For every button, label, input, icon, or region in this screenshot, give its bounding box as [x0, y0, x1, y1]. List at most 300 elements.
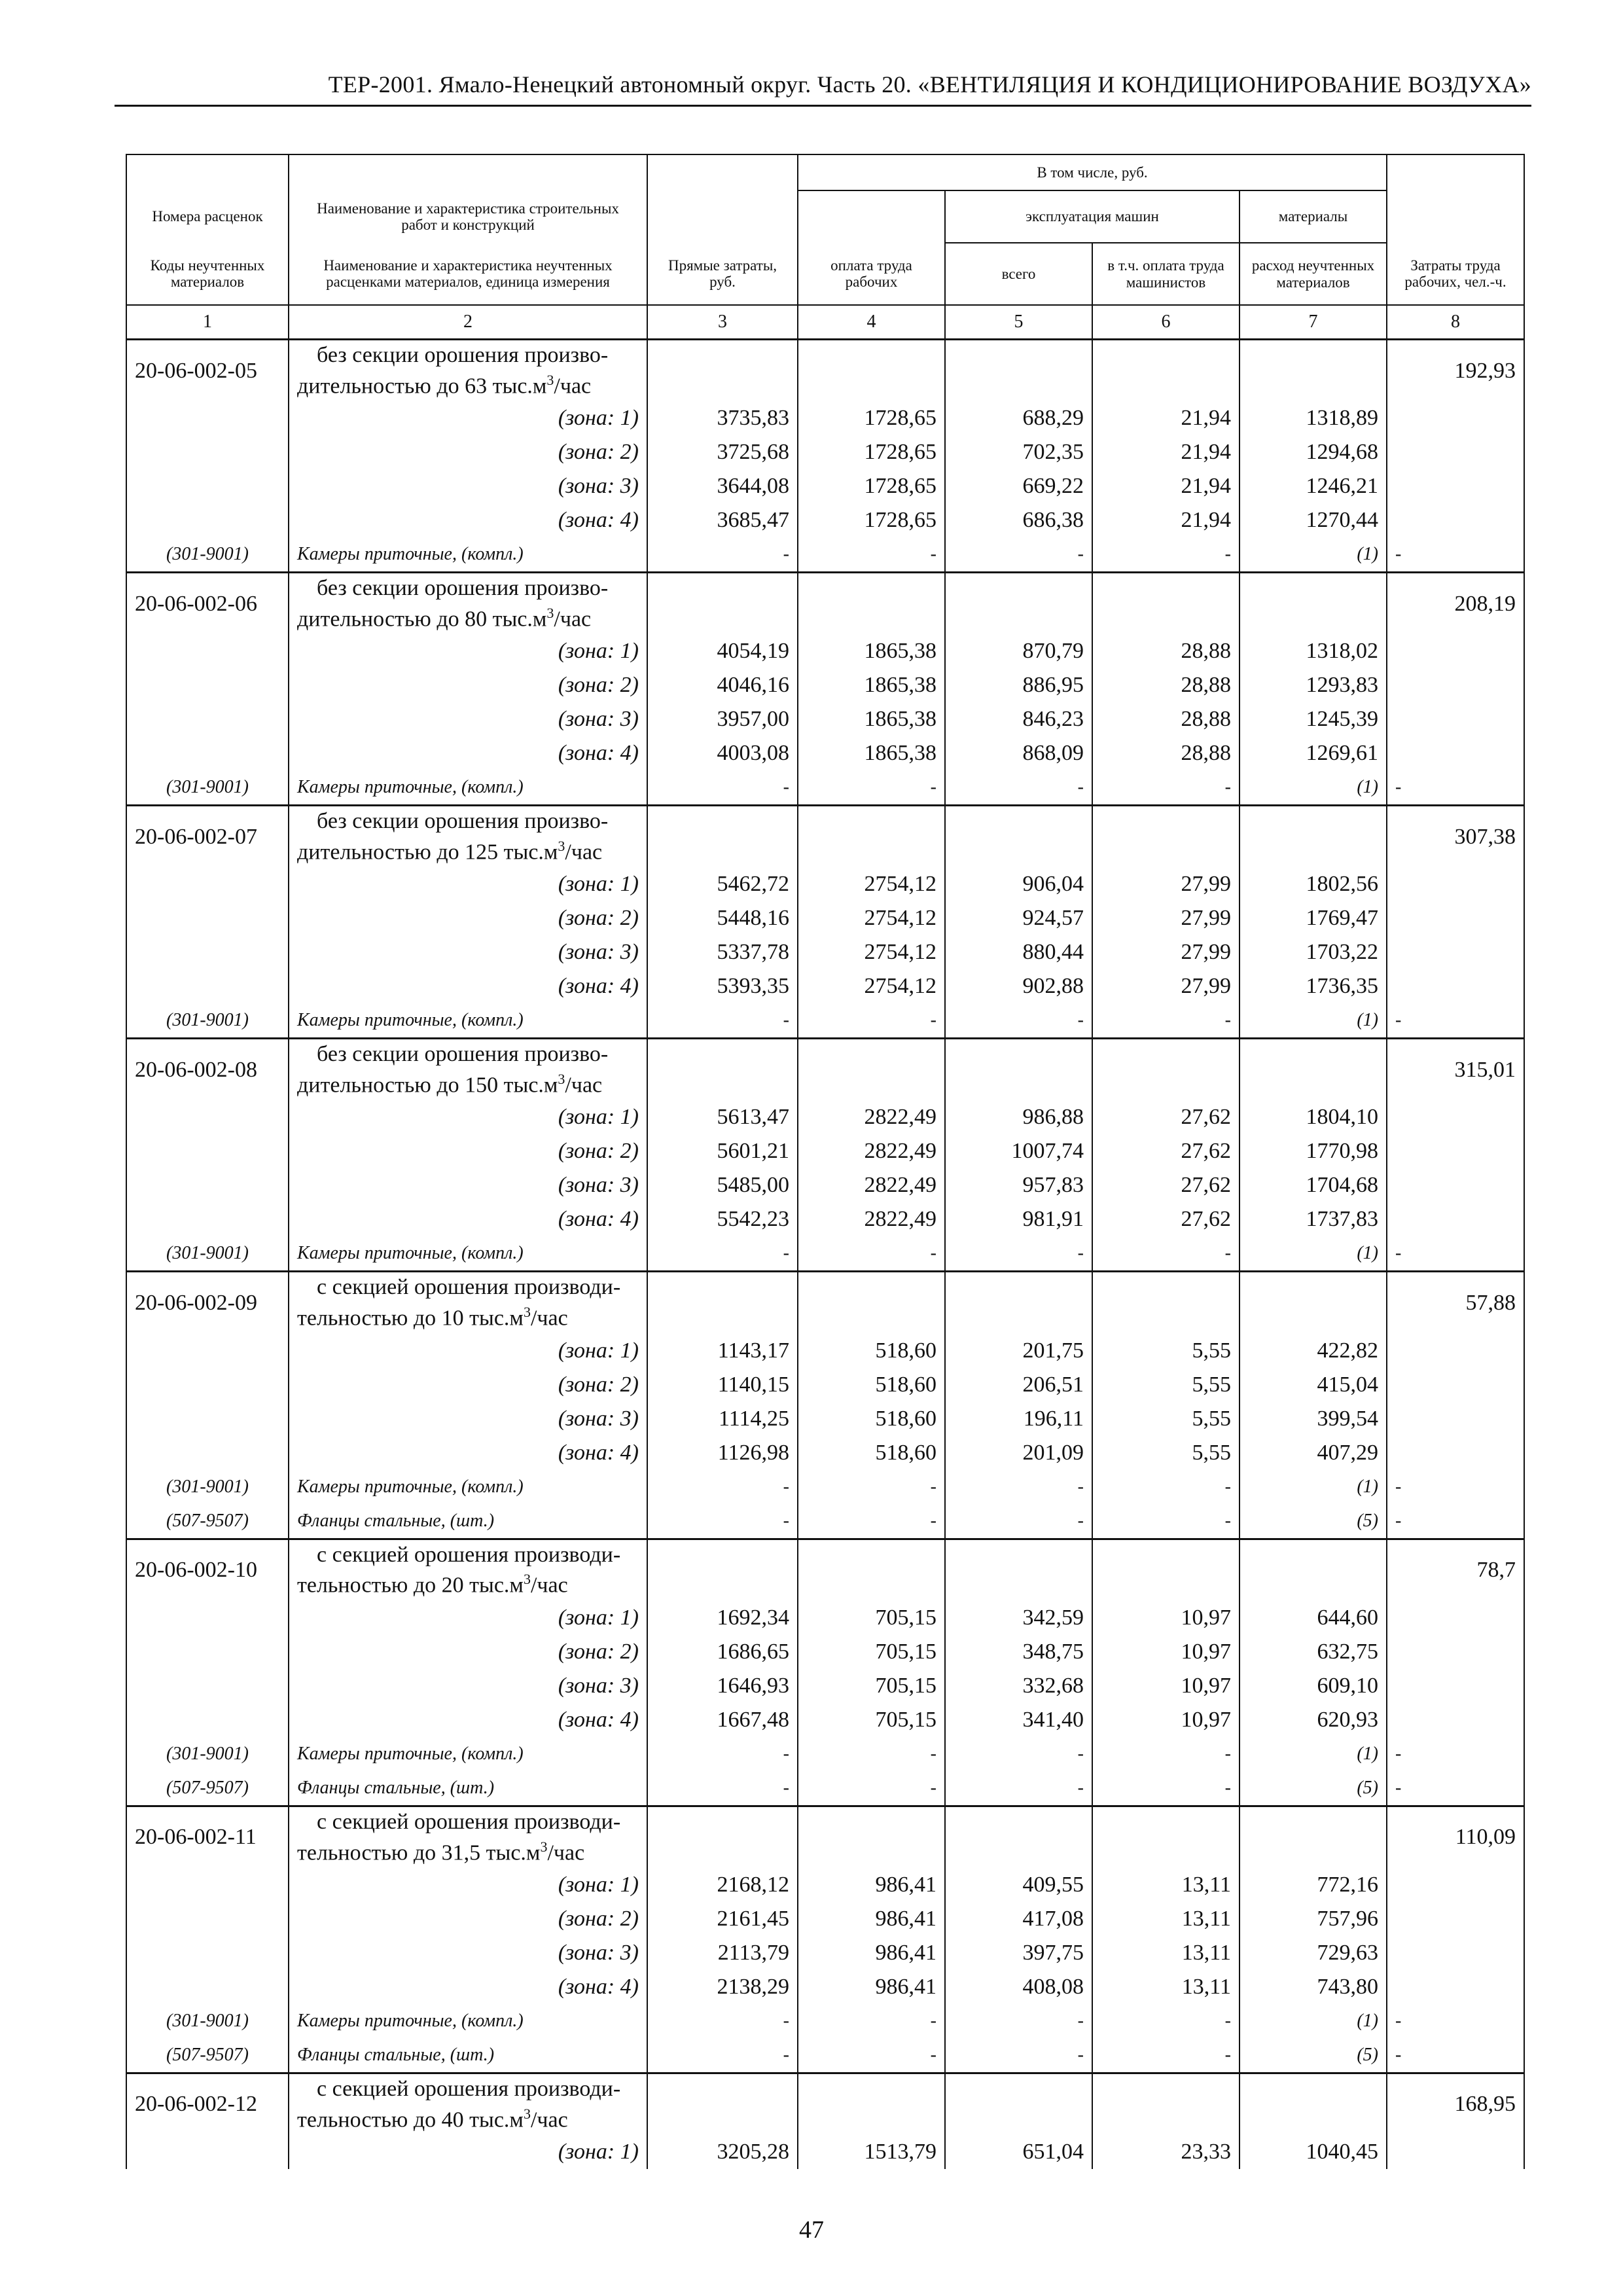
- rate-title-row: [126, 1039, 1524, 1101]
- material-row: [126, 1236, 1524, 1272]
- wages-cost: 705,15: [798, 1635, 945, 1669]
- empty-cell: [126, 935, 289, 969]
- operators-cost: 28,88: [1092, 634, 1240, 668]
- empty-cell: [798, 1039, 945, 1101]
- header-machines-label: эксплуатация машин: [945, 190, 1240, 243]
- header-col2-bottom: Наименование и характеристика неучтенных расценками материалов, единица измерения: [289, 243, 647, 305]
- column-number: 2: [289, 305, 647, 340]
- material-quantity: (5): [1240, 2038, 1387, 2073]
- dash-cell: -: [945, 1771, 1092, 1806]
- direct-cost: 3725,68: [647, 435, 798, 469]
- material-quantity: (1): [1240, 1236, 1387, 1272]
- operators-cost: 21,94: [1092, 469, 1240, 503]
- materials-cost: 757,96: [1240, 1902, 1387, 1936]
- zone-row: [126, 1134, 1524, 1168]
- material-name: Камеры приточные, (компл.): [289, 770, 647, 806]
- rate-title-unit: /час: [530, 2107, 568, 2132]
- empty-cell: [1092, 2073, 1240, 2135]
- zone-label: (зона: 3): [289, 935, 647, 969]
- dash-cell: -: [798, 537, 945, 573]
- empty-cell: [126, 1868, 289, 1902]
- table-header: [126, 154, 1524, 340]
- empty-cell: [126, 1635, 289, 1669]
- machines-cost: 408,08: [945, 1970, 1092, 2004]
- empty-cell: [945, 1539, 1092, 1601]
- zone-label: (зона: 2): [289, 1368, 647, 1402]
- wages-cost: 986,41: [798, 1902, 945, 1936]
- materials-cost: 632,75: [1240, 1635, 1387, 1669]
- empty-cell: [126, 1334, 289, 1368]
- dash-cell: -: [945, 770, 1092, 806]
- page-number: 47: [799, 2216, 824, 2244]
- material-code: (301-9001): [126, 770, 289, 806]
- zone-row: [126, 2135, 1524, 2169]
- rate-title: [289, 1806, 647, 1868]
- empty-cell: [1092, 573, 1240, 635]
- empty-cell: [1240, 573, 1387, 635]
- zone-label: (зона: 3): [289, 1402, 647, 1436]
- empty-cell: [798, 340, 945, 402]
- empty-cell: [1092, 1272, 1240, 1334]
- empty-cell: [1387, 503, 1524, 537]
- materials-cost: 1704,68: [1240, 1168, 1387, 1202]
- materials-cost: 1770,98: [1240, 1134, 1387, 1168]
- header-col6: в т.ч. оплата труда машинистов: [1092, 243, 1240, 305]
- material-name: Камеры приточные, (компл.): [289, 1470, 647, 1504]
- operators-cost: 13,11: [1092, 1970, 1240, 2004]
- header-rule: [115, 105, 1531, 107]
- empty-cell: [647, 1806, 798, 1868]
- column-number: 3: [647, 305, 798, 340]
- materials-cost: 1270,44: [1240, 503, 1387, 537]
- wages-cost: 2822,49: [798, 1100, 945, 1134]
- empty-cell: [126, 1402, 289, 1436]
- rate-code: 20-06-002-08: [126, 1039, 289, 1101]
- direct-cost: 3685,47: [647, 503, 798, 537]
- wages-cost: 518,60: [798, 1368, 945, 1402]
- zone-label: (зона: 3): [289, 1669, 647, 1703]
- empty-cell: [126, 736, 289, 770]
- dash-cell: -: [647, 2004, 798, 2038]
- empty-cell: [647, 806, 798, 868]
- empty-cell: [126, 634, 289, 668]
- direct-cost: 4046,16: [647, 668, 798, 702]
- machines-cost: 986,88: [945, 1100, 1092, 1134]
- operators-cost: 27,99: [1092, 901, 1240, 935]
- direct-cost: 5601,21: [647, 1134, 798, 1168]
- zone-label: (зона: 3): [289, 1936, 647, 1970]
- operators-cost: 28,88: [1092, 702, 1240, 736]
- zone-label: (зона: 2): [289, 435, 647, 469]
- material-row: [126, 1771, 1524, 1806]
- empty-cell: [1092, 1539, 1240, 1601]
- empty-cell: [126, 901, 289, 935]
- rate-title-line2: дительностью до 150 тыс.м: [297, 1073, 558, 1098]
- rate-title: [289, 340, 647, 402]
- empty-cell: [1387, 668, 1524, 702]
- zone-row: [126, 1202, 1524, 1236]
- materials-cost: 644,60: [1240, 1601, 1387, 1635]
- zone-row: [126, 1436, 1524, 1470]
- empty-cell: [647, 1039, 798, 1101]
- machines-cost: 886,95: [945, 668, 1092, 702]
- empty-cell: [1092, 1806, 1240, 1868]
- empty-cell: [945, 573, 1092, 635]
- wages-cost: 986,41: [798, 1868, 945, 1902]
- rate-code: 20-06-002-12: [126, 2073, 289, 2135]
- empty-cell: [1387, 469, 1524, 503]
- column-number: 8: [1387, 305, 1524, 340]
- zone-row: [126, 702, 1524, 736]
- header-col7: расход неучтенных материалов: [1240, 243, 1387, 305]
- empty-cell: [126, 1100, 289, 1134]
- empty-cell: [1387, 401, 1524, 435]
- material-name: Камеры приточные, (компл.): [289, 1003, 647, 1039]
- operators-cost: 5,55: [1092, 1402, 1240, 1436]
- machines-cost: 702,35: [945, 435, 1092, 469]
- materials-cost: 1318,89: [1240, 401, 1387, 435]
- dash-cell: -: [1092, 1771, 1240, 1806]
- rate-title-unit: /час: [530, 1573, 568, 1598]
- wages-cost: 518,60: [798, 1402, 945, 1436]
- rate-title-line1: с секцией орошения производи-: [317, 1809, 621, 1834]
- zone-row: [126, 1402, 1524, 1436]
- material-quantity: (1): [1240, 537, 1387, 573]
- wages-cost: 705,15: [798, 1601, 945, 1635]
- zone-label: (зона: 3): [289, 469, 647, 503]
- empty-cell: [126, 503, 289, 537]
- wages-cost: 2754,12: [798, 901, 945, 935]
- operators-cost: 13,11: [1092, 1868, 1240, 1902]
- operators-cost: 5,55: [1092, 1436, 1240, 1470]
- header-col2-top: Наименование и характеристика строительных работ и конструкций: [289, 190, 647, 243]
- machines-cost: 688,29: [945, 401, 1092, 435]
- rate-title: [289, 1272, 647, 1334]
- rate-code: 20-06-002-09: [126, 1272, 289, 1334]
- rate-title-line2: дительностью до 125 тыс.м: [297, 840, 558, 865]
- dash-cell: -: [945, 1737, 1092, 1771]
- rate-title-superscript: 3: [523, 1304, 531, 1321]
- header-materials-label: материалы: [1240, 190, 1387, 243]
- dash-cell: -: [1092, 1236, 1240, 1272]
- dash-cell: -: [647, 1771, 798, 1806]
- zone-label: (зона: 4): [289, 1970, 647, 2004]
- operators-cost: 10,97: [1092, 1669, 1240, 1703]
- empty-cell: [945, 1039, 1092, 1101]
- material-row: [126, 770, 1524, 806]
- wages-cost: 986,41: [798, 1936, 945, 1970]
- empty-cell: [1387, 969, 1524, 1003]
- material-row: [126, 2004, 1524, 2038]
- direct-cost: 5613,47: [647, 1100, 798, 1134]
- machines-cost: 1007,74: [945, 1134, 1092, 1168]
- material-row: [126, 1470, 1524, 1504]
- machines-cost: 870,79: [945, 634, 1092, 668]
- labor-cost: 192,93: [1387, 340, 1524, 402]
- zone-row: [126, 435, 1524, 469]
- labor-cost: 78,7: [1387, 1539, 1524, 1601]
- zone-row: [126, 1703, 1524, 1737]
- dash-cell: -: [798, 1737, 945, 1771]
- direct-cost: 5485,00: [647, 1168, 798, 1202]
- rate-code: 20-06-002-11: [126, 1806, 289, 1868]
- zone-row: [126, 1868, 1524, 1902]
- zone-row: [126, 1936, 1524, 1970]
- dash-cell: -: [798, 1470, 945, 1504]
- empty-cell: [126, 435, 289, 469]
- dash-cell: -: [798, 2004, 945, 2038]
- direct-cost: 1692,34: [647, 1601, 798, 1635]
- material-code: (301-9001): [126, 2004, 289, 2038]
- rate-title-unit: /час: [554, 374, 592, 399]
- material-code: (301-9001): [126, 1737, 289, 1771]
- empty-cell: [798, 1539, 945, 1601]
- direct-cost: 3735,83: [647, 401, 798, 435]
- operators-cost: 13,11: [1092, 1936, 1240, 1970]
- labor-cost: 57,88: [1387, 1272, 1524, 1334]
- rate-title-line2: дительностью до 80 тыс.м: [297, 607, 547, 632]
- zone-label: (зона: 4): [289, 1436, 647, 1470]
- zone-label: (зона: 2): [289, 668, 647, 702]
- zone-row: [126, 1970, 1524, 2004]
- zone-label: (зона: 2): [289, 1902, 647, 1936]
- header-cell-empty: [289, 154, 647, 190]
- material-code: (507-9507): [126, 2038, 289, 2073]
- dash-cell: -: [1387, 1737, 1524, 1771]
- empty-cell: [126, 1368, 289, 1402]
- rate-code: 20-06-002-06: [126, 573, 289, 635]
- operators-cost: 27,99: [1092, 867, 1240, 901]
- wages-cost: 518,60: [798, 1436, 945, 1470]
- empty-cell: [126, 969, 289, 1003]
- materials-cost: 1736,35: [1240, 969, 1387, 1003]
- material-name: Фланцы стальные, (шт.): [289, 1771, 647, 1806]
- material-code: (301-9001): [126, 1470, 289, 1504]
- empty-cell: [1387, 2135, 1524, 2169]
- direct-cost: 3644,08: [647, 469, 798, 503]
- dash-cell: -: [1092, 1003, 1240, 1039]
- operators-cost: 27,62: [1092, 1168, 1240, 1202]
- empty-cell: [945, 2073, 1092, 2135]
- direct-cost: 2138,29: [647, 1970, 798, 2004]
- machines-cost: 201,75: [945, 1334, 1092, 1368]
- direct-cost: 4003,08: [647, 736, 798, 770]
- materials-cost: 1294,68: [1240, 435, 1387, 469]
- wages-cost: 1728,65: [798, 401, 945, 435]
- rate-title-unit: /час: [565, 1073, 603, 1098]
- materials-cost: 1769,47: [1240, 901, 1387, 935]
- header-col5: всего: [945, 243, 1092, 305]
- wages-cost: 1865,38: [798, 668, 945, 702]
- dash-cell: -: [647, 537, 798, 573]
- direct-cost: 5542,23: [647, 1202, 798, 1236]
- zone-row: [126, 1368, 1524, 1402]
- rate-title-unit: /час: [565, 840, 603, 865]
- empty-cell: [647, 573, 798, 635]
- direct-cost: 5462,72: [647, 867, 798, 901]
- operators-cost: 21,94: [1092, 503, 1240, 537]
- materials-cost: 1293,83: [1240, 668, 1387, 702]
- empty-cell: [798, 2073, 945, 2135]
- zone-row: [126, 469, 1524, 503]
- materials-cost: 1318,02: [1240, 634, 1387, 668]
- empty-cell: [126, 2135, 289, 2169]
- wages-cost: 986,41: [798, 1970, 945, 2004]
- machines-cost: 341,40: [945, 1703, 1092, 1737]
- dash-cell: -: [647, 2038, 798, 2073]
- header-col1-bottom: Коды неучтенных материалов: [126, 243, 289, 305]
- empty-cell: [647, 1539, 798, 1601]
- material-row: [126, 1504, 1524, 1539]
- dash-cell: -: [1387, 770, 1524, 806]
- empty-cell: [1387, 1635, 1524, 1669]
- dash-cell: -: [798, 1003, 945, 1039]
- dash-cell: -: [1387, 2004, 1524, 2038]
- zone-row: [126, 969, 1524, 1003]
- zone-row: [126, 1601, 1524, 1635]
- operators-cost: 13,11: [1092, 1902, 1240, 1936]
- empty-cell: [1240, 806, 1387, 868]
- empty-cell: [1387, 935, 1524, 969]
- direct-cost: 2161,45: [647, 1902, 798, 1936]
- empty-cell: [1240, 1272, 1387, 1334]
- empty-cell: [1387, 1970, 1524, 2004]
- rate-title-unit: /час: [530, 1306, 568, 1331]
- operators-cost: 10,97: [1092, 1601, 1240, 1635]
- empty-cell: [1240, 340, 1387, 402]
- dash-cell: -: [945, 537, 1092, 573]
- machines-cost: 686,38: [945, 503, 1092, 537]
- rate-title-row: [126, 1806, 1524, 1868]
- direct-cost: 5393,35: [647, 969, 798, 1003]
- empty-cell: [1387, 1902, 1524, 1936]
- direct-cost: 2113,79: [647, 1936, 798, 1970]
- machines-cost: 669,22: [945, 469, 1092, 503]
- empty-cell: [647, 2073, 798, 2135]
- material-quantity: (5): [1240, 1771, 1387, 1806]
- rate-title-line2: тельностью до 40 тыс.м: [297, 2107, 524, 2132]
- materials-cost: 772,16: [1240, 1868, 1387, 1902]
- zone-label: (зона: 2): [289, 1635, 647, 1669]
- material-name: Камеры приточные, (компл.): [289, 1737, 647, 1771]
- empty-cell: [126, 1902, 289, 1936]
- header-cell-empty: [1387, 190, 1524, 243]
- zone-row: [126, 1168, 1524, 1202]
- rate-title-line2: тельностью до 20 тыс.м: [297, 1573, 524, 1598]
- wages-cost: 705,15: [798, 1669, 945, 1703]
- zone-row: [126, 901, 1524, 935]
- wages-cost: 518,60: [798, 1334, 945, 1368]
- empty-cell: [1387, 736, 1524, 770]
- empty-cell: [647, 340, 798, 402]
- direct-cost: 1686,65: [647, 1635, 798, 1669]
- direct-cost: 1667,48: [647, 1703, 798, 1737]
- zone-row: [126, 736, 1524, 770]
- machines-cost: 332,68: [945, 1669, 1092, 1703]
- material-name: Фланцы стальные, (шт.): [289, 1504, 647, 1539]
- operators-cost: 28,88: [1092, 668, 1240, 702]
- labor-cost: 168,95: [1387, 2073, 1524, 2135]
- empty-cell: [126, 1436, 289, 1470]
- material-quantity: (1): [1240, 2004, 1387, 2038]
- zone-label: (зона: 2): [289, 901, 647, 935]
- machines-cost: 651,04: [945, 2135, 1092, 2169]
- materials-cost: 399,54: [1240, 1402, 1387, 1436]
- dash-cell: -: [647, 1737, 798, 1771]
- zone-row: [126, 503, 1524, 537]
- machines-cost: 348,75: [945, 1635, 1092, 1669]
- wages-cost: 1728,65: [798, 469, 945, 503]
- operators-cost: 10,97: [1092, 1703, 1240, 1737]
- machines-cost: 397,75: [945, 1936, 1092, 1970]
- rate-title: [289, 2073, 647, 2135]
- rate-title-line1: с секцией орошения производи-: [317, 1542, 621, 1567]
- direct-cost: 3957,00: [647, 702, 798, 736]
- labor-cost: 208,19: [1387, 573, 1524, 635]
- rate-title-superscript: 3: [558, 838, 565, 855]
- materials-cost: 1269,61: [1240, 736, 1387, 770]
- zone-label: (зона: 1): [289, 1868, 647, 1902]
- zone-label: (зона: 4): [289, 503, 647, 537]
- direct-cost: 4054,19: [647, 634, 798, 668]
- machines-cost: 868,09: [945, 736, 1092, 770]
- wages-cost: 1728,65: [798, 503, 945, 537]
- rate-title-superscript: 3: [546, 371, 554, 388]
- materials-cost: 1737,83: [1240, 1202, 1387, 1236]
- dash-cell: -: [1092, 1737, 1240, 1771]
- empty-cell: [1092, 340, 1240, 402]
- empty-cell: [1387, 1202, 1524, 1236]
- zone-label: (зона: 2): [289, 1134, 647, 1168]
- empty-cell: [1387, 1402, 1524, 1436]
- empty-cell: [126, 668, 289, 702]
- rate-title-line2: тельностью до 10 тыс.м: [297, 1306, 524, 1331]
- material-quantity: (1): [1240, 770, 1387, 806]
- zone-row: [126, 1635, 1524, 1669]
- empty-cell: [126, 1168, 289, 1202]
- dash-cell: -: [945, 2038, 1092, 2073]
- material-row: [126, 1003, 1524, 1039]
- empty-cell: [1387, 1368, 1524, 1402]
- rate-code: 20-06-002-10: [126, 1539, 289, 1601]
- rate-code: 20-06-002-07: [126, 806, 289, 868]
- wages-cost: 2822,49: [798, 1134, 945, 1168]
- header-cell-empty: [647, 154, 798, 190]
- machines-cost: 342,59: [945, 1601, 1092, 1635]
- material-name: Камеры приточные, (компл.): [289, 1236, 647, 1272]
- header-col8: Затраты труда рабочих, чел.-ч.: [1387, 243, 1524, 305]
- empty-cell: [798, 1806, 945, 1868]
- materials-cost: 729,63: [1240, 1936, 1387, 1970]
- empty-cell: [126, 1970, 289, 2004]
- column-number: 4: [798, 305, 945, 340]
- rate-title: [289, 806, 647, 868]
- labor-cost: 315,01: [1387, 1039, 1524, 1101]
- empty-cell: [1387, 901, 1524, 935]
- dash-cell: -: [945, 1504, 1092, 1539]
- machines-cost: 924,57: [945, 901, 1092, 935]
- table-body: [126, 340, 1524, 2169]
- material-name: Камеры приточные, (компл.): [289, 2004, 647, 2038]
- rate-code: 20-06-002-05: [126, 340, 289, 402]
- empty-cell: [1387, 435, 1524, 469]
- header-col4: оплата труда рабочих: [798, 243, 945, 305]
- dash-cell: -: [647, 1470, 798, 1504]
- dash-cell: -: [1387, 1470, 1524, 1504]
- header-col1-top: Номера расценок: [126, 190, 289, 243]
- dash-cell: -: [1092, 770, 1240, 806]
- rate-title-line2: тельностью до 31,5 тыс.м: [297, 1840, 541, 1865]
